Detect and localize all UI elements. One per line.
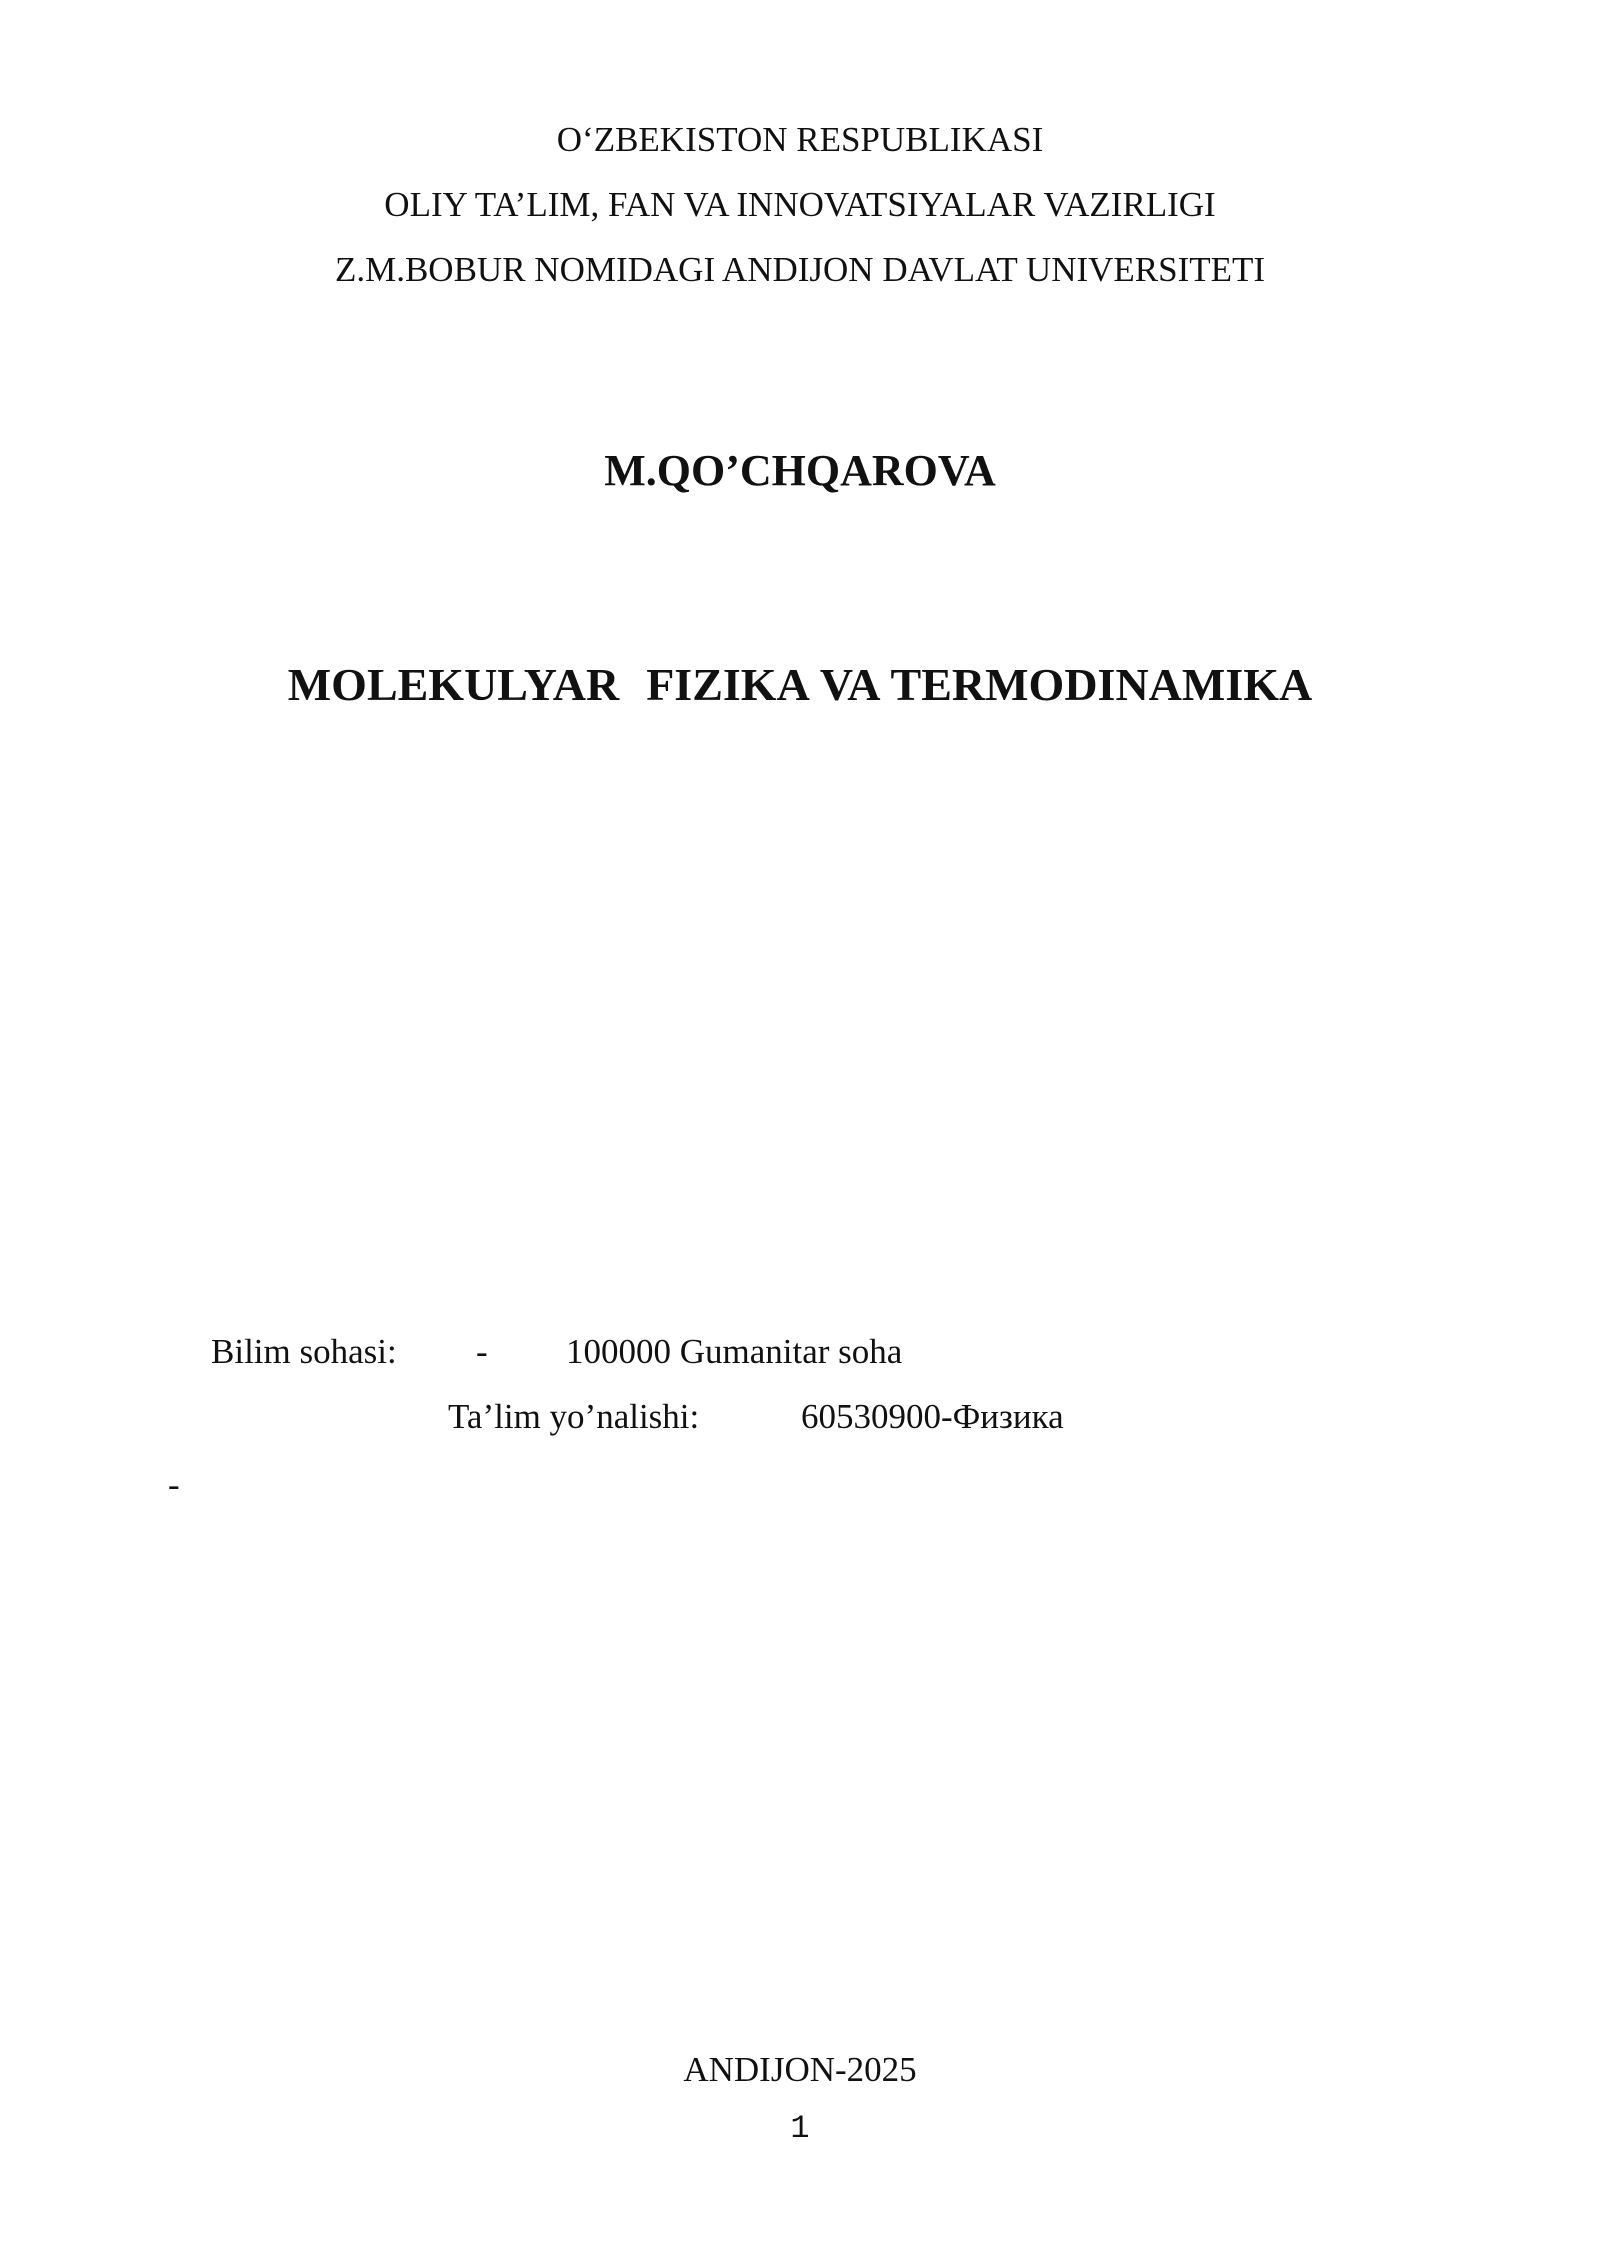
knowledge-area-dash: - — [476, 1332, 488, 1371]
education-direction-label: Ta’lim yo’nalishi: — [448, 1397, 700, 1436]
city-year: ANDIJON-2025 — [683, 2050, 917, 2089]
stray-dash: - — [168, 1465, 180, 1504]
knowledge-area-label: Bilim sohasi: — [211, 1332, 397, 1371]
document-title: MOLEKULYAR FIZIKA VA TERMODINAMIKA — [287, 659, 1313, 710]
education-direction-value: 60530900-Физика — [801, 1397, 1064, 1436]
author-name: M.QO’CHQAROVA — [604, 446, 996, 495]
header-ministry: OLIY TA’LIM, FAN VA INNOVATSIYALAR VAZIRLIGI — [384, 185, 1216, 224]
knowledge-area-value: 100000 Gumanitar soha — [566, 1332, 903, 1371]
page-number: 1 — [790, 2110, 810, 2147]
header-university: Z.M.BOBUR NOMIDAGI ANDIJON DAVLAT UNIVERSITETI — [334, 250, 1266, 289]
header-country: O‘ZBEKISTON RESPUBLIKASI — [556, 120, 1044, 159]
